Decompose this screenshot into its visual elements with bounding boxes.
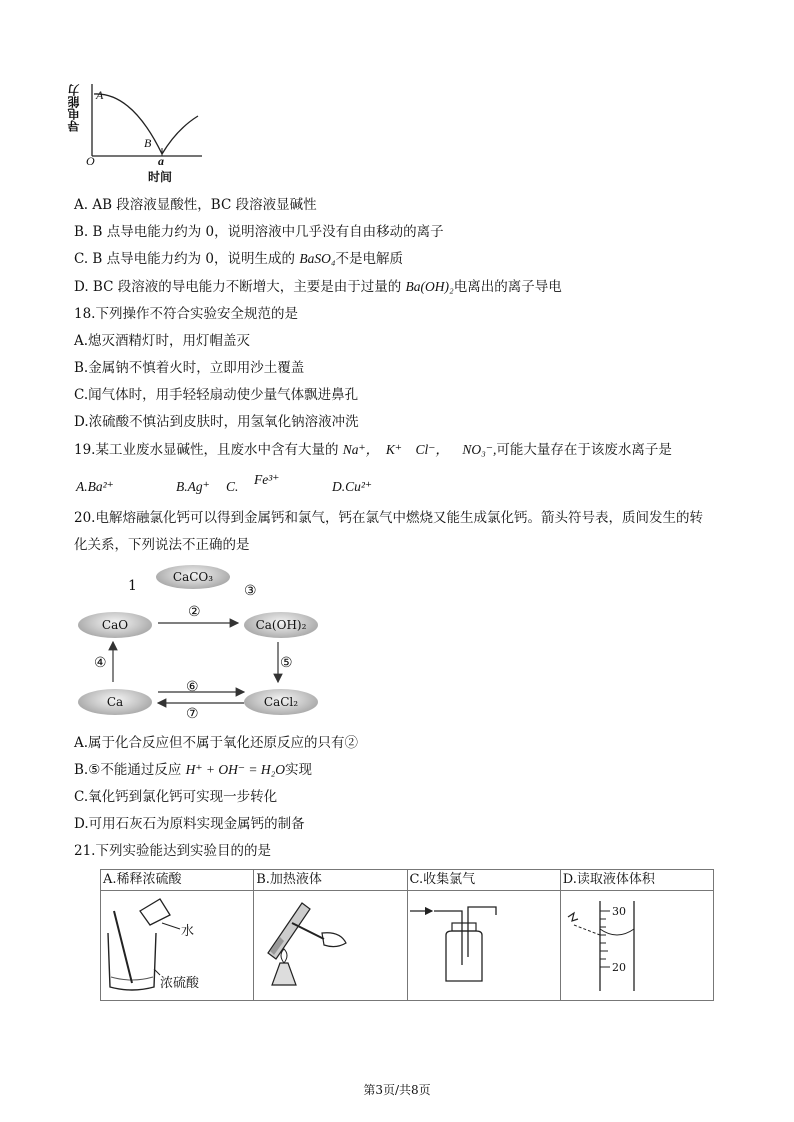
q20-option-b-suffix: 实现 xyxy=(285,762,313,778)
q19-stem-prefix: 19.某工业废水显碱性，且废水中含有大量的 xyxy=(74,442,343,458)
node-caco3 xyxy=(156,565,230,589)
graph-point-b: B xyxy=(144,136,152,150)
graph-origin: O xyxy=(86,154,95,168)
arrow-label-3: ③ xyxy=(244,583,257,599)
node-caoh2-label: Ca(OH)₂ xyxy=(255,618,307,632)
gas-collection-apparatus xyxy=(408,895,508,995)
q20-stem-line1: 20.电解熔融氯化钙可以得到金属钙和氯气，钙在氯气中燃烧又能生成氯化钙。箭头符号表，质间发生的转 xyxy=(74,510,703,526)
q21-header-a: A.稀释浓硫酸 xyxy=(101,870,254,891)
node-caoh2 xyxy=(244,612,318,638)
arrow-label-7: ⑦ xyxy=(186,706,199,722)
q19-option-d: D.Cu²⁺ xyxy=(332,479,373,494)
q18-option-b: B.金属钠不慎着火时，立即用沙土覆盖 xyxy=(74,360,305,376)
node-cao xyxy=(78,612,152,638)
q18-option-c: C.闻气体时，用手轻轻扇动使少量气体飘进鼻孔 xyxy=(74,387,359,403)
arrow-label-6: ⑥ xyxy=(186,679,199,695)
conductivity-graph xyxy=(72,74,212,190)
node-caco3-label: CaCO₃ xyxy=(172,570,214,584)
graph-x-mark: a xyxy=(158,154,164,168)
graph-point-a: A xyxy=(96,88,104,102)
q19-ions: Na⁺， K⁺ Cl⁻， NO₃⁻, xyxy=(342,442,497,457)
q19-stem xyxy=(74,441,672,459)
q17-option-b: B. B 点导电能力约为 0，说明溶液中几乎没有自由移动的离子 xyxy=(74,224,444,240)
q21-header-d: D.读取液体体积 xyxy=(560,870,713,891)
arrow-label-4: ④ xyxy=(94,655,107,671)
q17-option-c-formula: BaSO₄ xyxy=(299,251,336,266)
q19-option-b: B.Ag⁺ xyxy=(176,479,210,494)
q17-option-c-suffix: 不是电解质 xyxy=(335,251,404,267)
q21-header-b: B.加热液体 xyxy=(254,870,407,891)
scale-label-bottom: 20 xyxy=(612,961,626,974)
q17-option-d-suffix: 电离出的离子导电 xyxy=(453,279,562,295)
graph-ylabel: 导电能力 xyxy=(67,84,81,132)
label-acid: 浓硫酸 xyxy=(160,976,200,991)
page-footer: 第3页/共8页 xyxy=(363,1083,431,1097)
node-ca xyxy=(78,689,152,715)
q18-stem: 18.下列操作不符合实验安全规范的是 xyxy=(74,306,298,322)
q21-header-c: C.收集氯气 xyxy=(407,870,560,891)
q20-option-b-formula: H⁺ + OH⁻ = H₂O xyxy=(185,762,286,777)
label-water: 水 xyxy=(181,924,195,939)
q20-option-b-prefix: B.⑤不能通过反应 xyxy=(74,762,186,778)
node-cacl2 xyxy=(244,689,318,715)
q20-option-a: A.属于化合反应但不属于氧化还原反应的只有② xyxy=(74,735,359,751)
q17-option-d xyxy=(74,278,562,296)
node-ca-label: Ca xyxy=(106,695,124,709)
arrow-label-5: ⑤ xyxy=(280,655,293,671)
q17-option-c-prefix: C. B 点导电能力约为 0，说明生成的 xyxy=(74,251,300,267)
q19-option-c: C. xyxy=(226,479,239,494)
scale-label-top: 30 xyxy=(612,905,626,918)
heating-apparatus xyxy=(262,893,362,995)
q17-option-c xyxy=(74,250,403,268)
q20-option-c: C.氧化钙到氯化钙可实现一步转化 xyxy=(74,789,278,805)
node-cao-label: CaO xyxy=(101,618,129,632)
q18-option-d: D.浓硫酸不慎沾到皮肤时，用氢氧化钠溶液冲洗 xyxy=(74,414,359,430)
graph-xlabel: 时间 xyxy=(148,170,173,184)
q17-option-d-formula: Ba(OH)₂ xyxy=(405,279,454,294)
q20-stem-line2: 化关系，下列说法不正确的是 xyxy=(74,537,250,553)
arrow-label-1: 1 xyxy=(128,578,137,594)
q19-option-a: A.Ba²⁺ xyxy=(76,479,114,494)
q19-stem-suffix: 可能大量存在于该废水离子是 xyxy=(496,442,672,458)
q17-option-a: A. AB 段溶液显酸性，BC 段溶液显碱性 xyxy=(74,197,317,213)
q17-option-d-prefix: D. BC 段溶液的导电能力不断增大，主要是由于过量的 xyxy=(74,279,406,295)
q19-option-c-ion: Fe³⁺ xyxy=(254,472,280,487)
q20-option-d: D.可用石灰石为原料实现金属钙的制备 xyxy=(74,816,305,832)
q20-option-b xyxy=(74,761,312,779)
q21-stem: 21.下列实验能达到实验目的的是 xyxy=(74,843,271,859)
q18-option-a: A.熄灭酒精灯时，用灯帽盖灭 xyxy=(74,333,251,349)
arrow-label-2: ② xyxy=(188,604,201,620)
node-cacl2-label: CaCl₂ xyxy=(263,695,299,709)
